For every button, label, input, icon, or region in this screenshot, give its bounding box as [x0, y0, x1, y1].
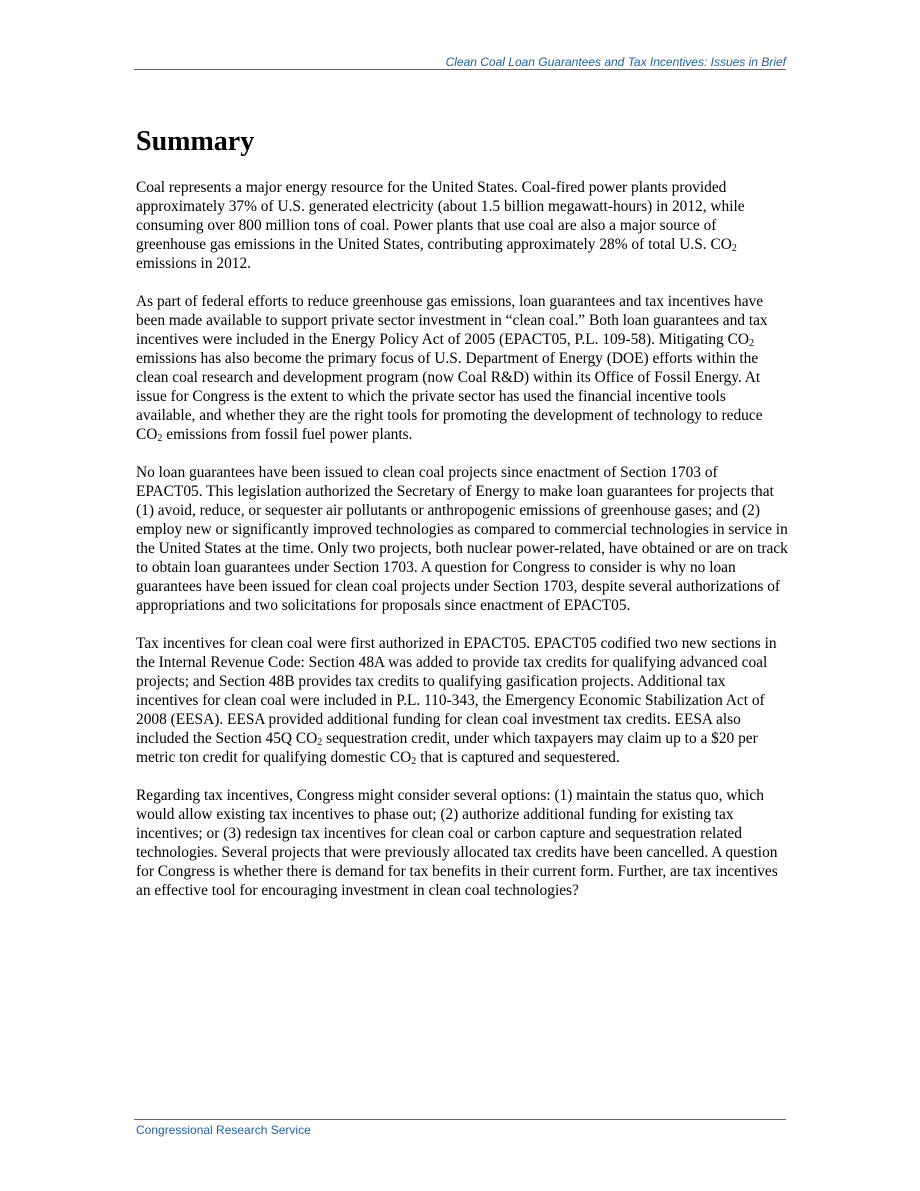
paragraph-4: Tax incentives for clean coal were first authorized in EPACT05. EPACT05 codified two new sections in the Internal Revenue Code: Section 48A was added to provide tax credits for qualifying advanced coal projects; and Section 48B provides tax credits to qualifying gasification projects. Additional tax incentives for clean coal were included in P.L. 110-343, the Emergency Economic Stabilization Act of 2008 (EESA). EESA provided additional funding for clean coal investment tax credits. EESA also included the Section 45Q $CO_2$ sequestration credit, under which taxpayers may claim up to a $20 per metric ton credit for qualifying domestic $CO_2$ that is captured and sequestered.: [136, 635, 777, 767]
paragraph-5: Regarding tax incentives, Congress might consider several options: (1) maintain the status quo, which would allow existing tax incentives to phase out; (2) authorize additional funding for existing tax incentives; or (3) redesign tax incentives for clean coal or carbon capture and sequestration related technologies. Several projects that were previously allocated tax credits have been cancelled. A question for Congress is whether there is demand for tax benefits in their current form. Further, are tax incentives an effective tool for encouraging investment in clean coal technologies?: [136, 787, 778, 899]
running-header: Clean Coal Loan Guarantees and Tax Incentives: Issues in Brief: [445, 55, 786, 69]
subscript: 2: [157, 433, 163, 444]
subscript: 2: [411, 756, 417, 767]
subscript: 2: [749, 338, 754, 349]
summary-body: [136, 178, 788, 919]
paragraph-3: No loan guarantees have been issued to clean coal projects since enactment of Section 1703 of EPACT05. This legislation authorized the Secretary of Energy to make loan guarantees for projects that (1) avoid, reduce, or sequester air pollutants or anthropogenic emissions of greenhouse gases; and (2) employ new or significantly improved technologies as compared to commercial technologies in service in the United States at the time. Only two projects, both nuclear power-related, have obtained or are on track to obtain loan guarantees under Section 1703. A question for Congress to consider is why no loan guarantees have been issued for clean coal projects under Section 1703, despite several authorizations of appropriations and two solicitations for proposals since enactment of EPACT05.: [136, 464, 788, 614]
subscript: 2: [731, 243, 737, 254]
subscript: 2: [317, 737, 323, 748]
paragraph-1: Coal represents a major energy resource for the United States. Coal-fired power plants provided approximately 37% of U.S. generated electricity (about 1.5 billion megawatt-hours) in 2012, while consuming over 800 million tons of coal. Power plants that use coal are also a major source of greenhouse gas emissions in the United States, contributing approximately 28% of total U.S. $CO_2$ emissions in 2012.: [136, 179, 745, 272]
paragraph-2: As part of federal efforts to reduce greenhouse gas emissions, loan guarantees and tax incentives have been made available to support private sector investment in “clean coal.” Both loan guarantees and tax incentives were included in the Energy Policy Act of 2005 (EPACT05, P.L. 109-58). Mitigating $CO_2$ emissions has also become the primary focus of U.S. Department of Energy (DOE) efforts within the clean coal research and development program (now Coal R&D) within its Office of Fossil Energy. At issue for Congress is the extent to which the private sector has used the financial incentive tools available, and whether they are the right tools for promoting the development of technology to reduce $CO_2$ emissions from fossil fuel power plants.: [136, 293, 768, 444]
header-rule: [134, 69, 786, 70]
footer-source: Congressional Research Service: [136, 1123, 311, 1137]
footer-rule: [134, 1119, 786, 1120]
section-heading: Summary: [136, 126, 255, 157]
